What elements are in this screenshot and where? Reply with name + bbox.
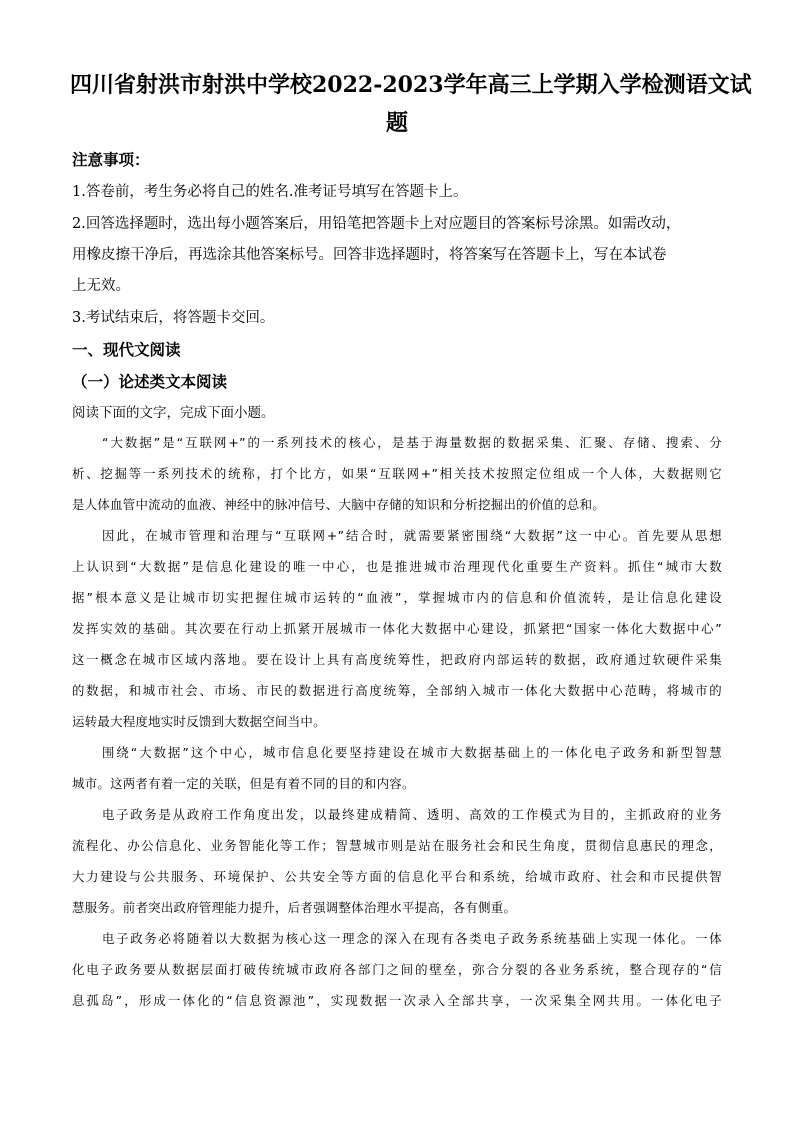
notice-item-1: 1.答卷前，考生务必将自己的姓名.准考证号填写在答题卡上。 bbox=[72, 184, 468, 200]
notice-item-2-line-1: 2.回答选择题时，选出每小题答案后，用铅笔把答题卡上对应题目的答案标号涂黑。如需改动， bbox=[72, 216, 681, 232]
notice-item-2-line-3: 上无效。 bbox=[72, 278, 130, 294]
passage-line: 流程化、办公信息化、业务智能化等工作；智慧城市则是站在服务社会和民生角度，贯彻信息惠民的理念， bbox=[72, 838, 722, 853]
passage-line: 电子政务必将随着以大数据为核心这一理念的深入在现有各类电子政务系统基础上实现一体化。一体 bbox=[102, 931, 722, 946]
passage-line: 化电子政务要从数据层面打破传统城市政府各部门之间的壁垒，弥合分裂的各业务系统，整合现存的“信 bbox=[72, 962, 722, 977]
passage-line: 发挥实效的基础。其次要在行动上抓紧开展城市一体化大数据中心建设，抓紧把“国家一体化大数据中心” bbox=[72, 621, 722, 636]
passage-line: 围绕“大数据”这个中心，城市信息化要坚持建设在城市大数据基础上的一体化电子政务和新型智慧 bbox=[102, 745, 722, 760]
notice-item-3: 3.考试结束后，将答题卡交回。 bbox=[72, 310, 275, 326]
notice-heading: 注意事项： bbox=[72, 150, 150, 169]
passage-line: 电子政务是从政府工作角度出发，以最终建成精简、透明、高效的工作模式为目的，主抓政府的业务 bbox=[102, 807, 722, 822]
passage-line: 城市。这两者有着一定的关联，但是有着不同的目的和内容。 bbox=[72, 776, 415, 791]
passage-line: “大数据”是“互联网+”的一系列技术的核心，是基于海量数据的数据采集、汇聚、存储、搜索、分 bbox=[102, 435, 722, 450]
passage-line: 这一概念在城市区域内落地。要在设计上具有高度统筹性，把政府内部运转的数据，政府通过软硬件采集 bbox=[72, 652, 722, 667]
passage-line: 大力建设与公共服务、环境保护、公共安全等方面的信息化平台和系统，给城市政府、社会和市民提供智 bbox=[72, 869, 722, 884]
passage-line: 运转最大程度地实时反馈到大数据空间当中。 bbox=[72, 714, 326, 729]
passage-line: 的数据，和城市社会、市场、市民的数据进行高度统筹，全部纳入城市一体化大数据中心范畴，将城市的 bbox=[72, 683, 722, 698]
passage-line: 析、挖掘等一系列技术的统称，打个比方，如果“互联网+”相关技术按照定位组成一个人体，大数据则它 bbox=[72, 466, 722, 481]
passage-line: 息孤岛”，形成一体化的“信息资源池”，实现数据一次录入全部共享，一次采集全网共用。一体化电子 bbox=[72, 993, 722, 1008]
section-heading-1: 一、现代文阅读 bbox=[72, 340, 181, 359]
passage-line: 据”根本意义是让城市切实把握住城市运转的“血液”，掌握城市内的信息和价值流转，是让信息化建设 bbox=[72, 590, 722, 605]
document-title-line-1: 四川省射洪市射洪中学校2022-2023学年高三上学期入学检测语文试 bbox=[70, 72, 752, 98]
reading-instruction: 阅读下面的文字，完成下面小题。 bbox=[72, 405, 275, 421]
notice-item-2-line-2: 用橡皮擦干净后，再选涂其他答案标号。回答非选择题时，将答案写在答题卡上，写在本试卷 bbox=[72, 247, 667, 263]
passage-line: 因此，在城市管理和治理与“互联网+”结合时，就需要紧密围绕“大数据”这一中心。首先要从思想 bbox=[102, 528, 722, 543]
passage-line: 慧服务。前者突出政府管理能力提升，后者强调整体治理水平提高，各有侧重。 bbox=[72, 900, 517, 915]
passage-line: 是人体血管中流动的血液、神经中的脉冲信号、大脑中存储的知识和分析挖掘出的价值的总和。 bbox=[72, 497, 606, 512]
passage-line: 上认识到“大数据”是信息化建设的唯一中心，也是推进城市治理现代化重要生产资料。抓住“城市大数 bbox=[72, 559, 722, 574]
document-title-line-2: 题 bbox=[385, 110, 408, 136]
subsection-heading-1: （一）论述类文本阅读 bbox=[72, 372, 228, 391]
